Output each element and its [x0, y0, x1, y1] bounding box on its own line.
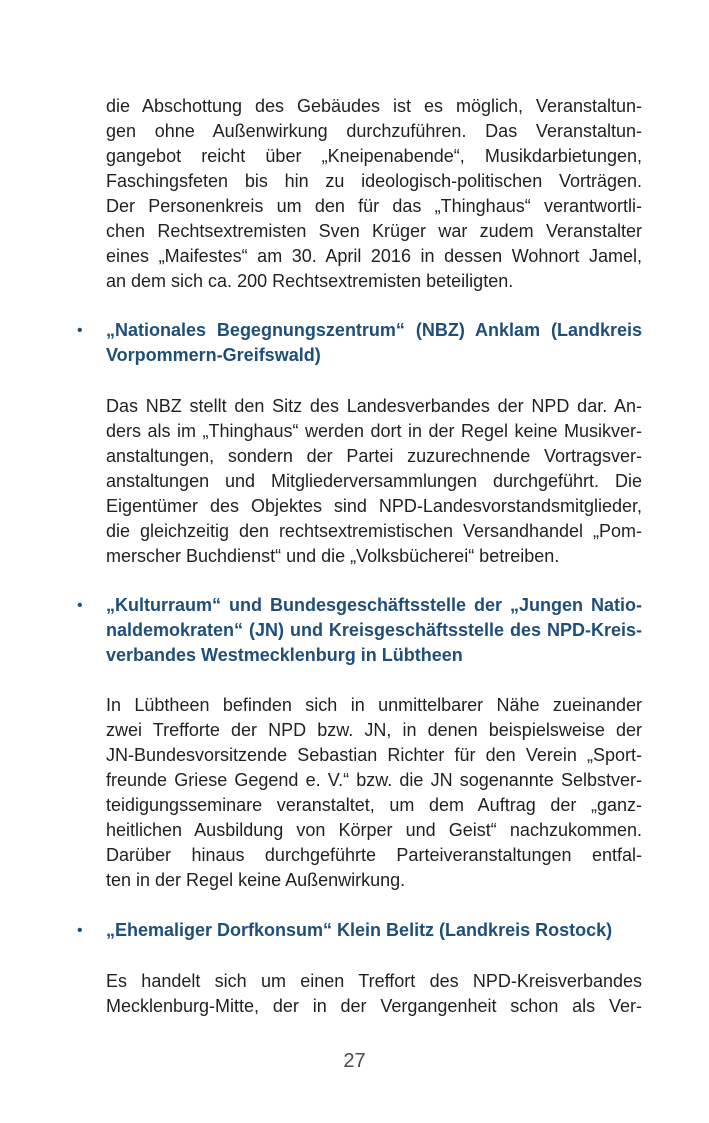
- paragraph-line: gen ohne Außenwirkung durchzuführen. Das Veranstaltun-: [106, 121, 642, 141]
- paragraph-line: ders als im „Thinghaus“ werden dort in der Regel keine Musikver-: [106, 421, 642, 441]
- paragraph-line: teidigungsseminare veranstaltet, um dem Auftrag der „ganz-: [106, 795, 642, 815]
- paragraph-line: heitlichen Ausbildung von Körper und Geist“ nachzukommen.: [106, 820, 642, 840]
- bullet-marker: •: [77, 922, 83, 939]
- heading-line: verbandes Westmecklenburg in Lübtheen: [106, 645, 463, 665]
- page-number: 27: [343, 1050, 366, 1072]
- heading-line: Vorpommern-Greifswald): [106, 345, 321, 365]
- paragraph-line: die Abschottung des Gebäudes ist es möglich, Veranstaltun-: [106, 96, 642, 116]
- paragraph-line: Darüber hinaus durchgeführte Parteiveranstaltungen entfal-: [106, 845, 642, 865]
- paragraph-line: Mecklenburg-Mitte, der in der Vergangenheit schon als Ver-: [106, 996, 642, 1016]
- paragraph-line: JN-Bundesvorsitzende Sebastian Richter für den Verein „Sport-: [106, 745, 642, 765]
- section-heading-nbz: [106, 318, 642, 368]
- paragraph-line: freunde Griese Gegend e. V.“ bzw. die JN sogenannte Selbstver-: [106, 770, 642, 790]
- paragraph-line: Eigentümer des Objektes sind NPD-Landesvorstandsmitglieder,: [106, 496, 642, 516]
- paragraph-line: anstaltungen, sondern der Partei zuzurechnende Vortragsver-: [106, 446, 642, 466]
- bullet-marker: •: [77, 322, 83, 339]
- section-body-kulturraum: [106, 693, 642, 893]
- heading-line: „Ehemaliger Dorfkonsum“ Klein Belitz (Landkreis Rostock): [106, 920, 613, 940]
- paragraph-line: chen Rechtsextremisten Sven Krüger war zudem Veranstalter: [106, 221, 642, 241]
- heading-line: naldemokraten“ (JN) und Kreisgeschäftsstelle des NPD-Kreis-: [106, 620, 642, 640]
- paragraph-line: Der Personenkreis um den für das „Thinghaus“ verantwortli-: [106, 196, 642, 216]
- section-heading-dorfkonsum: [106, 918, 642, 943]
- section-body-nbz: [106, 394, 642, 569]
- paragraph-line: anstaltungen und Mitgliederversammlungen durchgeführt. Die: [106, 471, 642, 491]
- paragraph-line: In Lübtheen befinden sich in unmittelbarer Nähe zueinander: [106, 695, 642, 715]
- intro-paragraph: [106, 94, 642, 294]
- heading-line: „Kulturraum“ und Bundesgeschäftsstelle der „Jungen Natio-: [106, 595, 642, 615]
- paragraph-line: gangebot reicht über „Kneipenabende“, Musikdarbietungen,: [106, 146, 642, 166]
- paragraph-line: an dem sich ca. 200 Rechtsextremisten beteiligten.: [106, 271, 514, 291]
- paragraph-line: Das NBZ stellt den Sitz des Landesverbandes der NPD dar. An-: [106, 396, 642, 416]
- paragraph-line: Faschingsfeten bis hin zu ideologisch-politischen Vorträgen.: [106, 171, 642, 191]
- section-body-dorfkonsum: [106, 969, 642, 1019]
- paragraph-line: die gleichzeitig den rechtsextremistischen Versandhandel „Pom-: [106, 521, 642, 541]
- section-heading-kulturraum: [106, 593, 642, 668]
- paragraph-line: ten in der Regel keine Außenwirkung.: [106, 870, 406, 890]
- paragraph-line: Es handelt sich um einen Treffort des NPD-Kreisverbandes: [106, 971, 642, 991]
- heading-line: „Nationales Begegnungszentrum“ (NBZ) Anklam (Landkreis: [106, 320, 642, 340]
- paragraph-line: merscher Buchdienst“ und die „Volksbücherei“ betreiben.: [106, 546, 560, 566]
- paragraph-line: zwei Trefforte der NPD bzw. JN, in denen beispielsweise der: [106, 720, 642, 740]
- bullet-marker: •: [77, 597, 83, 614]
- paragraph-line: eines „Maifestes“ am 30. April 2016 in dessen Wohnort Jamel,: [106, 246, 642, 266]
